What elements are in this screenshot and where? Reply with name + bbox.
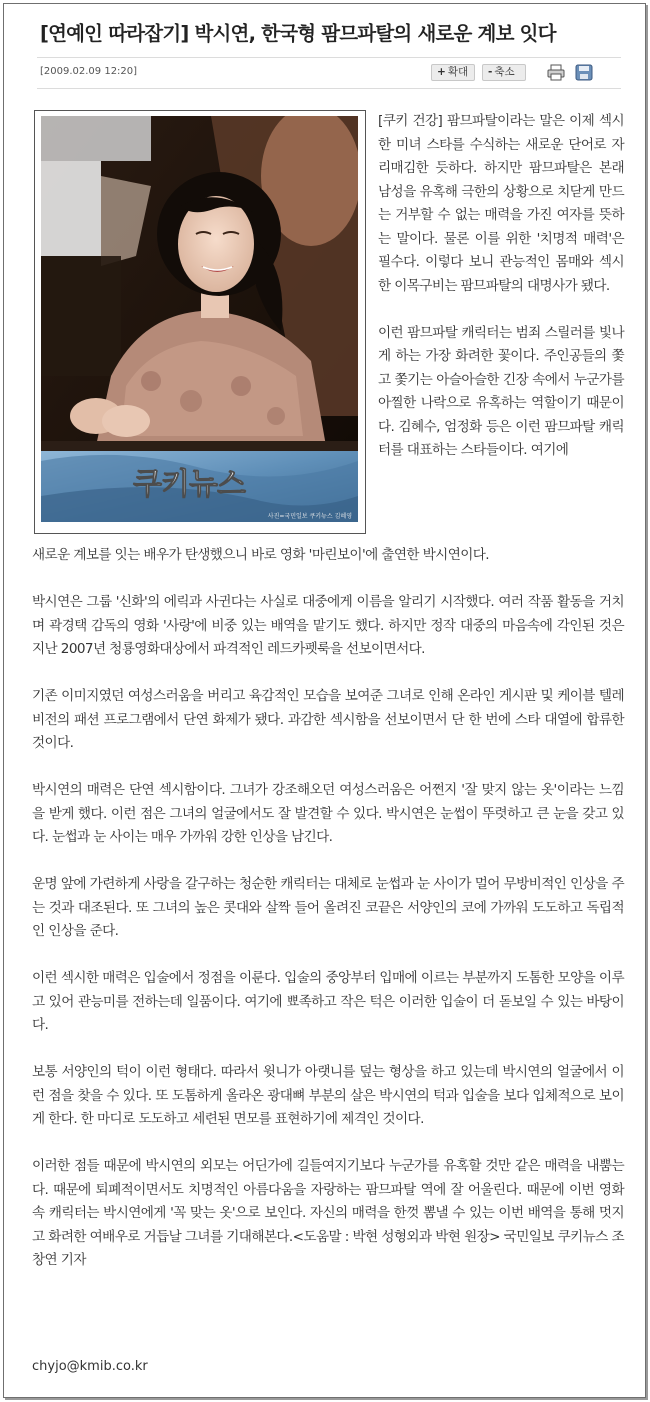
article-date: [2009.02.09 12:20]: [40, 66, 138, 77]
article-paragraph: [쿠키 건강] 팜므파탈이라는 말은 이제 섹시한 미녀 스타를 수식하는 새로운 단어로 자리매김한 듯하다. 하지만 팜므파탈은 본래 남성을 유혹해 극한의 상황으로 치닫게 만드는 거부할 수 없는 매력을 가진 여자를 뜻하는 말이다. 물론 이를 위한 '치명적 매력'은 필수다. 이렇다 보니 관능적인 몸매와 섹시한 이목구비는 팜므파탈의 대명사가 됐다.: [378, 113, 624, 294]
article-paragraph: 이런 섹시한 매력은 입술에서 정점을 이룬다. 입술의 중앙부터 입매에 이르는 부분까지 도톰한 모양을 이루고 있어 관능미를 전하는데 일품이다. 여기에 뾰족하고 작은 턱은 이러한 입술이 더 돋보일 수 있는 바탕이다.: [32, 970, 624, 1033]
photo-illustration: [41, 116, 358, 522]
photo-frame: [34, 110, 366, 534]
title-divider: [37, 57, 621, 58]
article-paragraph: 운명 앞에 가련하게 사랑을 갈구하는 청순한 캐릭터는 대체로 눈썹과 눈 사이가 멀어 무방비적인 인상을 주는 것과 대조된다. 또 그녀의 높은 콧대와 살짝 들어 올려진 코끝은 서양인의 코에 가까워 도도하고 독립적인 인상을 준다.: [32, 876, 624, 939]
plus-icon: +: [437, 66, 446, 78]
zoom-out-button[interactable]: [482, 64, 526, 81]
zoom-out-label: 축소: [494, 66, 515, 78]
save-icon[interactable]: [575, 64, 593, 81]
article-paragraph: 박시연은 그룹 '신화'의 에릭과 사귄다는 사실로 대중에게 이름을 알리기 시작했다. 여러 작품 활동을 거치며 곽경택 감독의 영화 '사랑'에 비중 있는 배역을 맡기도 했다. 하지만 정작 대중의 마음속에 각인된 것은 지난 2007년 청룡영화대상에서 파격적인 레드카펫룩을 선보이면서다.: [32, 594, 624, 657]
zoom-in-label: 확대: [447, 66, 469, 78]
article-paragraph: 박시연의 매력은 단연 섹시함이다. 그녀가 강조해오던 여성스러움은 어쩐지 '잘 맞지 않는 옷'이라는 느낌을 받게 했다. 이런 점은 그녀의 얼굴에서도 잘 발견할 수 있다. 박시연은 눈썹이 뚜렷하고 큰 눈을 갖고 있다. 눈썹과 눈 사이는 매우 가까워 강한 인상을 남긴다.: [32, 782, 624, 845]
zoom-in-button[interactable]: [431, 64, 475, 81]
reporter-email[interactable]: chyjo@kmib.co.kr: [32, 1359, 148, 1374]
minus-icon: -: [488, 66, 493, 78]
article-body: [32, 544, 624, 1273]
article-paragraph: 기존 이미지였던 여성스러움을 버리고 육감적인 모습을 보여준 그녀로 인해 온라인 게시판 및 케이블 텔레비전의 패션 프로그램에서 단연 화제가 됐다. 과감한 섹시함을 선보이면서 단 한 번에 스타 대열에 합류한 것이다.: [32, 688, 624, 751]
print-icon[interactable]: [547, 64, 565, 81]
article-frame: [3, 3, 646, 1398]
article-paragraph: 이런 팜므파탈 캐릭터는 범죄 스릴러를 빛나게 하는 가장 화려한 꽃이다. 주인공들의 쫓고 쫓기는 아슬아슬한 긴장 속에서 누군가를 아찔한 나락으로 유혹하는 역할이기 때문이다. 김혜수, 엄정화 등은 이런 팜므파탈 캐릭터를 대표하는 스타들이다. 여기에: [378, 324, 624, 458]
article-paragraph: 새로운 계보를 잇는 배우가 탄생했으니 바로 영화 '마린보이'에 출연한 박시연이다.: [32, 547, 490, 563]
article-title: [연예인 따라잡기] 박시연, 한국형 팜므파탈의 새로운 계보 잇다: [40, 22, 556, 45]
article-paragraph: 보통 서양인의 턱이 이런 형태다. 따라서 윗니가 아랫니를 덮는 형상을 하고 있는데 박시연의 얼굴에서 이런 점을 찾을 수 있다. 또 도톰하게 올라온 광대뼈 부분의 살은 박시연의 턱과 입술을 보다 입체적으로 보이게 한다. 한 마디로 도도하고 세련된 면모를 표현하기에 제격인 것이다.: [32, 1064, 624, 1127]
article-photo: [41, 116, 358, 522]
article-column-text: [378, 110, 624, 463]
toolbar-divider: [37, 88, 621, 89]
article-paragraph: 이러한 점들 때문에 박시연의 외모는 어딘가에 길들여지기보다 누군가를 유혹할 것만 같은 매력을 내뿜는다. 때문에 퇴폐적이면서도 치명적인 아름다움을 자랑하는 팜므파탈 역에 잘 어울린다. 때문에 이번 영화 속 캐릭터는 박시연에게 '꼭 맞는 옷'으로 보인다. 자신의 매력을 한껏 뽐낼 수 있는 이번 배역을 통해 멋지고 화려한 여배우로 거듭날 그녀를 기대해본다.<도움말 : 박현 성형외과 박현 원장> 국민일보 쿠키뉴스 조창연 기자: [32, 1158, 624, 1268]
photo-watermark: 쿠키뉴스: [133, 467, 245, 502]
photo-caption: 사진=국민일보 쿠키뉴스 김혜영: [267, 513, 352, 520]
